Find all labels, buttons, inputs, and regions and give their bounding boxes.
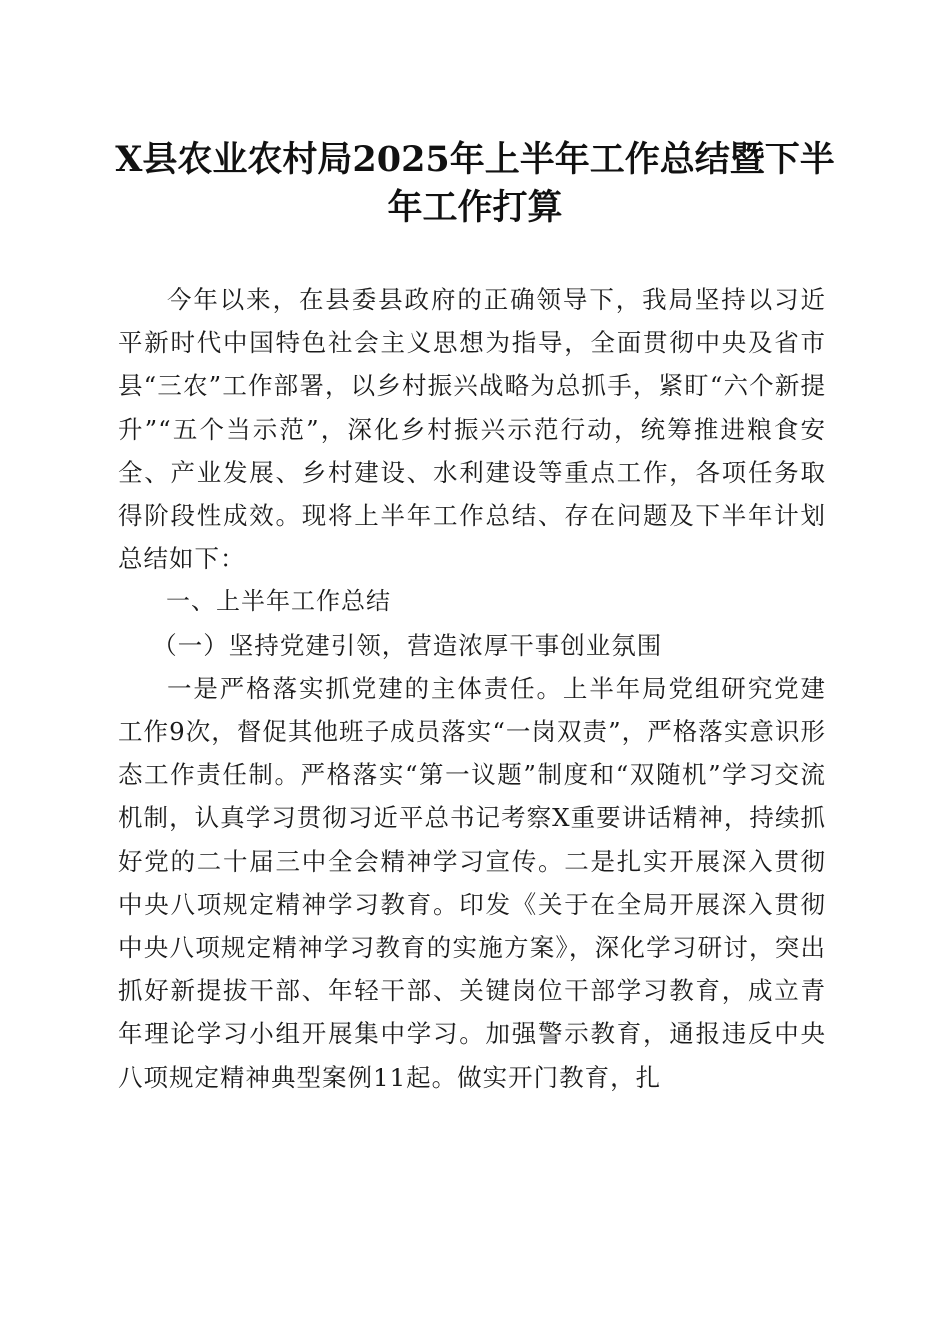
document-title: X县农业农村局2025年上半年工作总结暨下半年工作打算 <box>115 139 835 228</box>
document-body <box>118 278 826 1099</box>
section-heading: 一、上半年工作总结 <box>166 587 391 616</box>
intro-paragraph: 今年以来，在县委县政府的正确领导下，我局坚持以习近平新时代中国特色社会主义思想为指导，全面贯彻中央及省市县“三农”工作部署，以乡村振兴战略为总抓手，紧盯“六个新提升”“五个当示范”，深化乡村振兴示范行动，统筹推进粮食安全、产业发展、乡村建设、水利建设等重点工作，各项任务取得阶段性成效。现将上半年工作总结、存在问题及下半年计划总结如下： <box>118 285 826 574</box>
subsection-heading: （一）坚持党建引领，营造浓厚干事创业氛围 <box>152 630 663 660</box>
body-paragraph: 一是严格落实抓党建的主体责任。上半年局党组研究党建工作9次，督促其他班子成员落实“一岗双责”，严格落实意识形态工作责任制。严格落实“第一议题”制度和“双随机”学习交流机制，认真学习贯彻习近平总书记考察X重要讲话精神，持续抓好党的二十届三中全会精神学习宣传。二是扎实开展深入贯彻中央八项规定精神学习教育。印发《关于在全局开展深入贯彻中央八项规定精神学习教育的实施方案》，深化学习研讨，突出抓好新提拔干部、年轻干部、关键岗位干部学习教育，成立青年理论学习小组开展集中学习。加强警示教育，通报违反中央八项规定精神典型案例11起。做实开门教育，扎 <box>118 673 826 1092</box>
